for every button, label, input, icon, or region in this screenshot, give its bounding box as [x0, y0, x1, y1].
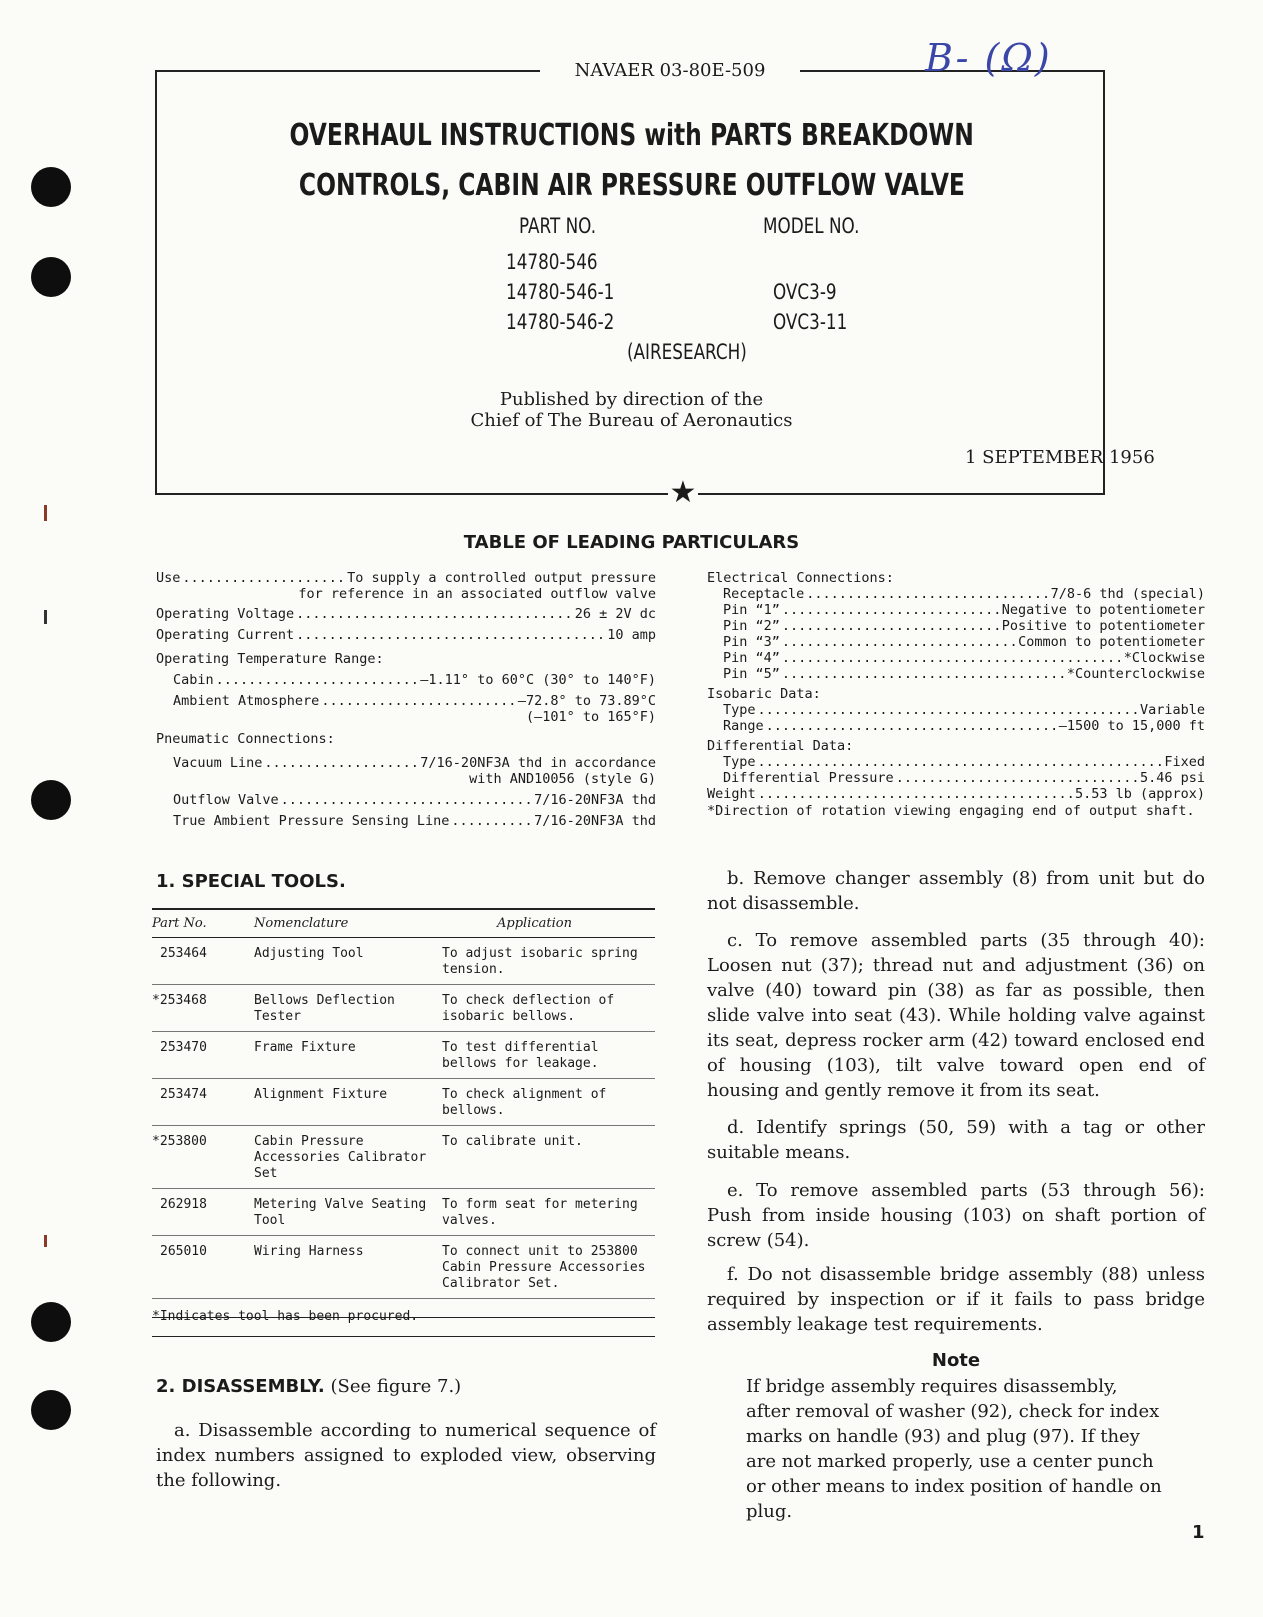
- special-tools-title: 1. SPECIAL TOOLS.: [156, 871, 346, 892]
- table-row: 253470 Frame Fixture To test differential bellows for leakage.: [152, 1032, 655, 1079]
- note-text: If bridge assembly requires disassembly, after removal of washer (92), check for index marks on handle (93) and plug (97). If they are not marked properly, use a center punch or other means to index position of handle on plug.: [746, 1376, 1162, 1522]
- binder-hole: [31, 1302, 71, 1342]
- title-line-1: OVERHAUL INSTRUCTIONS with PARTS BREAKDOWN: [289, 118, 974, 153]
- disassembly-heading: 2. DISASSEMBLY. (See figure 7.): [156, 1376, 462, 1397]
- binder-hole: [31, 780, 71, 820]
- binder-hole: [31, 257, 71, 297]
- table-row: 253474 Alignment Fixture To check alignment of bellows.: [152, 1079, 655, 1126]
- tools-footnote: *Indicates tool has been procured.: [152, 1309, 419, 1324]
- doc-number: NAVAER 03-80E-509: [540, 60, 800, 81]
- note-title: Note: [931, 1350, 981, 1371]
- model-number: OVC3-9: [773, 280, 837, 304]
- part-number: 14780-546-1: [506, 280, 615, 304]
- leading-particulars-left: Use ..... To supply a controlled output pressure for reference in an associated outflow valve Operating Voltage ..... 26 ± 2V dc Operating Current ..... 10 amp Operating Temperature Range: Cabin ..... —1.11° to 60°C (30° to 140°F) Ambient Atmosphere ..... —72.8° to 73.89°C (—101° to 165°F) Pneumatic Connections: Vacuum Line ..... 7/16-20NF3A thd in accordance with AND10056 (style G) Outflow Valve ..... 7/16-20NF3A thd True Ambient Pressure Sensing Line ..... 7/16-20NF3A thd: [156, 570, 656, 829]
- page-number: 1: [1192, 1522, 1205, 1543]
- margin-mark: [44, 505, 47, 521]
- table-row: 262918 Metering Valve Seating Tool To form seat for metering valves.: [152, 1189, 655, 1236]
- para-e: e. To remove assembled parts (53 through 56): Push from inside housing (103) on shaft portion of screw (54).: [707, 1180, 1205, 1251]
- model-no-header: MODEL NO.: [763, 214, 860, 238]
- publication-date: 1 SEPTEMBER 1956: [965, 447, 1155, 468]
- special-tools-table: [152, 908, 655, 1299]
- manufacturer: (AIRESEARCH): [627, 340, 747, 364]
- part-number: 14780-546: [506, 250, 598, 274]
- leading-particulars-right: Electrical Connections: Receptacle ..... 7/8-6 thd (special) Pin “1” ..... Negative to potentiometer Pin “2” ..... Positive to potentiometer Pin “3” ..... Common to potentiometer Pin “4” ..... *Clockwise Pin “5” ..... *Counterclockwise Isobaric Data: Type ..... Variable Range ..... —1500 to 15,000 ft Differential Data: Type ..... Fixed Differential Pressure ..... 5.46 psi Weight ..... 5.53 lb (approx) *Direction of rotation viewing engaging end of output shaft.: [707, 570, 1205, 819]
- table-row: *253800 Cabin Pressure Accessories Calibrator Set To calibrate unit.: [152, 1126, 655, 1189]
- para-a: a. Disassemble according to numerical sequence of index numbers assigned to exploded view, observing the following.: [156, 1420, 656, 1491]
- table-row: 265010 Wiring Harness To connect unit to 253800 Cabin Pressure Accessories Calibrator Set.: [152, 1236, 655, 1299]
- para-c: c. To remove assembled parts (35 through 40): Loosen nut (37); thread nut and adjustment (36) on valve (40) toward pin (38) as far as possible, then slide valve into seat (43). While holding valve against its seat, depress rocker arm (42) toward enclosed end of housing (103), tilt valve toward open end of housing and gently remove it from its seat.: [707, 930, 1205, 1101]
- leading-particulars-title: TABLE OF LEADING PARTICULARS: [463, 532, 800, 553]
- handwritten-note: B- (Ω): [925, 36, 1052, 80]
- margin-mark: [44, 1235, 47, 1247]
- table-row: 253464 Adjusting Tool To adjust isobaric spring tension.: [152, 938, 655, 985]
- column-header: Nomenclature: [254, 909, 442, 938]
- para-f: f. Do not disassemble bridge assembly (88) unless required by inspection or if it fails to pass bridge assembly leakage test requirements.: [707, 1264, 1205, 1335]
- column-header: Application: [442, 909, 655, 938]
- binder-hole: [31, 1390, 71, 1430]
- model-number: OVC3-11: [773, 310, 848, 334]
- published-line-2: Chief of The Bureau of Aeronautics: [470, 410, 793, 431]
- margin-mark: [44, 610, 47, 624]
- part-number: 14780-546-2: [506, 310, 615, 334]
- para-d: d. Identify springs (50, 59) with a tag or other suitable means.: [707, 1117, 1205, 1163]
- star-icon: ★: [669, 475, 697, 510]
- published-line-1: Published by direction of the: [499, 389, 764, 410]
- column-header: Part No.: [152, 909, 254, 938]
- table-header-row: [152, 909, 655, 938]
- part-no-header: PART NO.: [519, 214, 597, 238]
- table-row: *253468 Bellows Deflection Tester To check deflection of isobaric bellows.: [152, 985, 655, 1032]
- title-line-2: CONTROLS, CABIN AIR PRESSURE OUTFLOW VALVE: [298, 168, 965, 203]
- para-b: b. Remove changer assembly (8) from unit but do not disassemble.: [707, 868, 1205, 914]
